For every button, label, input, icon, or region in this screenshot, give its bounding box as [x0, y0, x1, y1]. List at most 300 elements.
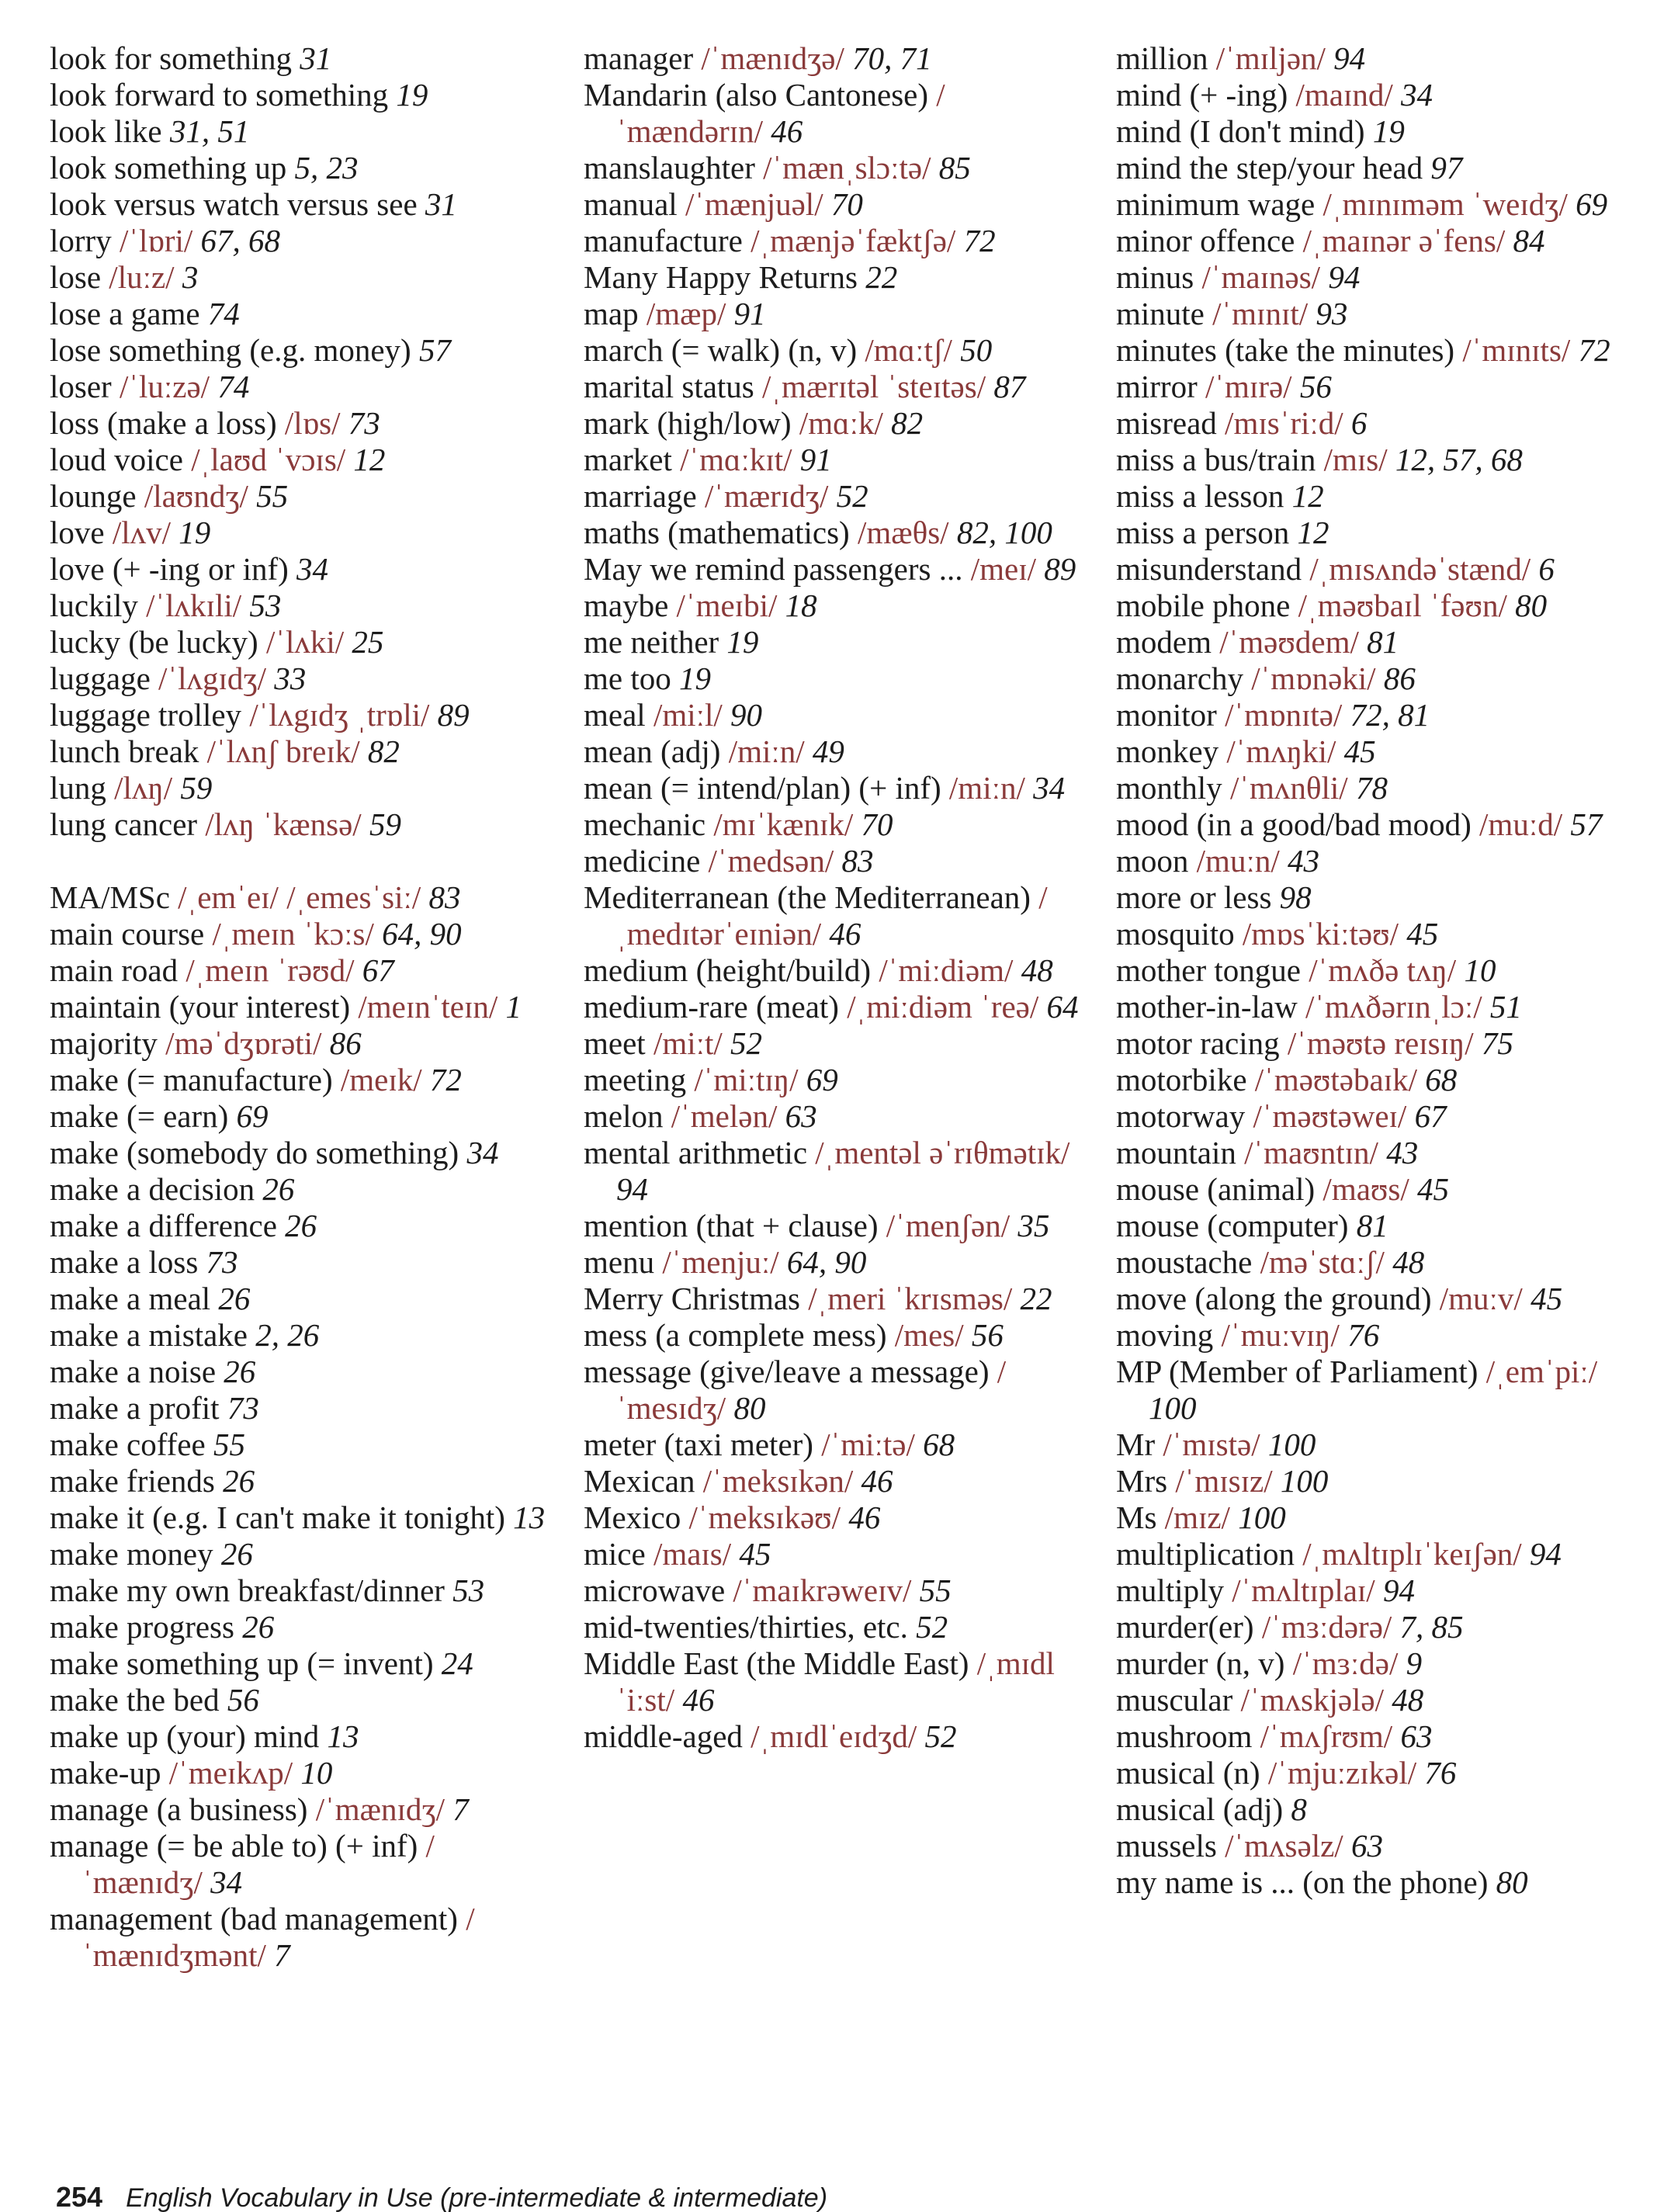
entry-page-refs: 48 — [1392, 1682, 1424, 1718]
entry-page-refs: 46 — [848, 1500, 881, 1535]
entry-term: murder (n, v) — [1116, 1645, 1285, 1681]
index-entry — [584, 1718, 1088, 1755]
entry-pronunciation: /ˈmenjuː/ — [662, 1244, 779, 1280]
index-entry — [50, 1317, 554, 1354]
entry-page-refs: 80 — [1496, 1864, 1528, 1900]
entry-page-refs: 78 — [1355, 770, 1388, 806]
entry-page-refs: 33 — [274, 660, 307, 696]
entry-term: menu — [584, 1244, 655, 1280]
entry-pronunciation: /miːl/ — [653, 697, 723, 733]
entry-term: meal — [584, 697, 646, 733]
entry-term: MA/MSc — [50, 879, 170, 915]
entry-page-refs: 3 — [182, 259, 199, 295]
entry-page-refs: 56 — [227, 1682, 259, 1718]
index-entry — [1116, 551, 1652, 588]
entry-page-refs: 59 — [180, 770, 213, 806]
index-entry — [584, 624, 1088, 660]
entry-term: moving — [1116, 1317, 1214, 1353]
index-entry — [50, 1609, 554, 1645]
entry-term: market — [584, 442, 672, 477]
entry-pronunciation: /ˌmɪdlˈeɪdʒd/ — [751, 1718, 917, 1754]
entry-page-refs: 84 — [1513, 223, 1545, 258]
entry-page-refs: 50 — [960, 332, 993, 368]
entry-page-refs: 7 — [452, 1791, 469, 1827]
entry-page-refs: 43 — [1287, 843, 1319, 879]
entry-page-refs: 7, 85 — [1399, 1609, 1464, 1645]
entry-term: medium (height/build) — [584, 952, 872, 988]
entry-page-refs: 64 — [1046, 989, 1079, 1025]
index-entry — [584, 952, 1088, 989]
entry-page-refs: 46 — [771, 113, 803, 149]
index-entry — [50, 40, 554, 77]
entry-pronunciation: /laʊndʒ/ — [144, 478, 248, 514]
index-column-3 — [1116, 40, 1652, 1901]
entry-term: monarchy — [1116, 660, 1243, 696]
entry-term: miss a person — [1116, 515, 1290, 550]
entry-page-refs: 9 — [1406, 1645, 1423, 1681]
entry-term: misunderstand — [1116, 551, 1302, 587]
entry-pronunciation: /ˌmʌltɪplɪˈkeɪʃən/ — [1302, 1536, 1522, 1572]
index-entry — [1116, 1609, 1652, 1645]
index-entry — [1116, 1098, 1652, 1135]
entry-page-refs: 72, 81 — [1350, 697, 1430, 733]
entry-term: lose — [50, 259, 102, 295]
index-entry — [584, 806, 1088, 843]
entry-page-refs: 64, 90 — [786, 1244, 867, 1280]
entry-page-refs: 91 — [799, 442, 832, 477]
entry-term: move (along the ground) — [1116, 1281, 1432, 1316]
index-entry — [1116, 1572, 1652, 1609]
entry-page-refs: 72 — [429, 1062, 462, 1097]
entry-term: me neither — [584, 624, 719, 660]
entry-term: minor offence — [1116, 223, 1295, 258]
entry-term: Mediterranean (the Mediterranean) — [584, 879, 1031, 915]
entry-term: mouse (computer) — [1116, 1208, 1349, 1243]
entry-page-refs: 45 — [739, 1536, 771, 1572]
entry-page-refs: 69 — [236, 1098, 269, 1134]
entry-pronunciation: /ˌmeɪn ˈrəʊd/ — [185, 952, 355, 988]
entry-pronunciation: /ˈmiːtɪŋ/ — [694, 1062, 799, 1097]
entry-page-refs: 34 — [210, 1864, 243, 1900]
index-entry — [1116, 1354, 1652, 1427]
entry-term: make up (your) mind — [50, 1718, 320, 1754]
entry-term: Merry Christmas — [584, 1281, 800, 1316]
entry-page-refs: 63 — [785, 1098, 817, 1134]
entry-term: majority — [50, 1025, 158, 1061]
entry-page-refs: 69 — [1576, 186, 1608, 222]
entry-pronunciation: /ˈmʌŋki/ — [1226, 733, 1336, 769]
entry-term: minute — [1116, 296, 1205, 331]
index-entry — [50, 916, 554, 952]
entry-page-refs: 26 — [223, 1463, 255, 1499]
index-entry — [584, 186, 1088, 223]
entry-page-refs: 68 — [923, 1427, 955, 1462]
index-entry — [50, 1427, 554, 1463]
index-entry — [50, 1572, 554, 1609]
entry-pronunciation: /ˌmɪnɪməm ˈweɪdʒ/ — [1323, 186, 1568, 222]
entry-term: my name is ... (on the phone) — [1116, 1864, 1489, 1900]
index-entry — [50, 442, 554, 478]
entry-page-refs: 26 — [218, 1281, 251, 1316]
index-entry — [50, 551, 554, 588]
entry-page-refs: 45 — [1417, 1171, 1450, 1207]
entry-page-refs: 94 — [616, 1171, 648, 1207]
index-entry — [50, 1645, 554, 1682]
index-entry — [50, 1281, 554, 1317]
entry-term: make a loss — [50, 1244, 199, 1280]
entry-term: Mexico — [584, 1500, 681, 1535]
entry-term: lung — [50, 770, 106, 806]
entry-page-refs: 94 — [1328, 259, 1361, 295]
entry-page-refs: 13 — [513, 1500, 546, 1535]
index-entry — [1116, 223, 1652, 259]
entry-page-refs: 64, 90 — [382, 916, 462, 952]
entry-pronunciation: /muːd/ — [1479, 806, 1563, 842]
entry-pronunciation: /ˈmʌðə tʌŋ/ — [1309, 952, 1457, 988]
index-entry — [50, 405, 554, 442]
index-entry — [1116, 369, 1652, 405]
index-entry — [50, 515, 554, 551]
entry-pronunciation: /meɪnˈteɪn/ — [358, 989, 498, 1025]
entry-term: mark (high/low) — [584, 405, 792, 441]
entry-page-refs: 45 — [1343, 733, 1376, 769]
page-number: 254 — [56, 2181, 103, 2212]
entry-page-refs: 93 — [1316, 296, 1348, 331]
index-entry — [584, 1609, 1088, 1645]
entry-page-refs: 70, 71 — [852, 40, 932, 76]
entry-term: make coffee — [50, 1427, 206, 1462]
entry-page-refs: 12 — [1297, 515, 1329, 550]
entry-page-refs: 76 — [1424, 1755, 1457, 1791]
entry-page-refs: 67 — [362, 952, 394, 988]
index-entry — [1116, 332, 1652, 369]
index-entry — [1116, 1171, 1652, 1208]
index-entry — [584, 588, 1088, 624]
index-entry — [584, 1025, 1088, 1062]
entry-page-refs: 94 — [1333, 40, 1366, 76]
entry-page-refs: 45 — [1406, 916, 1439, 952]
index-entry — [584, 1244, 1088, 1281]
index-entry — [1116, 1864, 1652, 1901]
index-entry — [1116, 1135, 1652, 1171]
entry-term: manual — [584, 186, 678, 222]
entry-term: Mrs — [1116, 1463, 1168, 1499]
entry-pronunciation: /ˈmɜːdərə/ — [1261, 1609, 1392, 1645]
index-entry — [1116, 660, 1652, 697]
entry-term: lucky (be lucky) — [50, 624, 258, 660]
index-entry — [50, 332, 554, 369]
index-entry — [584, 332, 1088, 369]
entry-page-refs: 51 — [1489, 989, 1522, 1025]
entry-page-refs: 53 — [452, 1572, 485, 1608]
index-entry — [50, 1354, 554, 1390]
entry-term: lose a game — [50, 296, 200, 331]
entry-term: minutes (take the minutes) — [1116, 332, 1455, 368]
entry-pronunciation: /ˌmiːdiəm ˈreə/ — [847, 989, 1039, 1025]
entry-term: make a decision — [50, 1171, 255, 1207]
entry-term: motorway — [1116, 1098, 1246, 1134]
index-entry — [584, 296, 1088, 332]
entry-page-refs: 74 — [207, 296, 240, 331]
entry-pronunciation: /ˈlʌkɪli/ — [146, 588, 242, 623]
entry-page-refs: 70 — [861, 806, 893, 842]
entry-page-refs: 55 — [213, 1427, 245, 1462]
entry-pronunciation: /ˈmænɪdʒ/ — [315, 1791, 445, 1827]
index-entry — [50, 1098, 554, 1135]
index-entry — [50, 296, 554, 332]
entry-page-refs: 19 — [396, 77, 428, 113]
entry-term: make a profit — [50, 1390, 220, 1426]
index-entry — [584, 259, 1088, 296]
index-entry — [50, 1828, 554, 1901]
entry-page-refs: 26 — [285, 1208, 317, 1243]
index-entry — [584, 1281, 1088, 1317]
entry-term: mood (in a good/bad mood) — [1116, 806, 1472, 842]
entry-pronunciation: /ˌmentəl əˈrɪθmətɪk/ — [815, 1135, 1070, 1170]
entry-term: multiply — [1116, 1572, 1224, 1608]
index-entry — [584, 1500, 1088, 1536]
entry-pronunciation: /ˈmɪnɪts/ — [1462, 332, 1571, 368]
entry-page-refs: 46 — [829, 916, 861, 952]
index-column-1 — [50, 40, 554, 1974]
index-entry — [50, 1062, 554, 1098]
index-entry — [584, 1427, 1088, 1463]
entry-page-refs: 52 — [730, 1025, 763, 1061]
entry-term: motorbike — [1116, 1062, 1247, 1097]
index-entry — [50, 733, 554, 770]
index-entry — [584, 1354, 1088, 1427]
entry-page-refs: 98 — [1279, 879, 1312, 915]
index-entry — [584, 1208, 1088, 1244]
entry-page-refs: 80 — [1515, 588, 1548, 623]
entry-term: mouse (animal) — [1116, 1171, 1316, 1207]
entry-page-refs: 100 — [1149, 1390, 1197, 1426]
entry-page-refs: 100 — [1267, 1427, 1316, 1462]
entry-page-refs: 31 — [300, 40, 332, 76]
entry-pronunciation: /ˈmændərɪn/ — [616, 77, 945, 149]
entry-pronunciation: /ˈmænɪdʒmənt/ — [82, 1901, 475, 1973]
entry-page-refs: 48 — [1021, 952, 1053, 988]
entry-pronunciation: /mes/ — [894, 1317, 964, 1353]
entry-term: Mexican — [584, 1463, 695, 1499]
entry-page-refs: 49 — [812, 733, 844, 769]
entry-term: luggage trolley — [50, 697, 242, 733]
entry-pronunciation: /maɪs/ — [653, 1536, 732, 1572]
index-entry — [50, 1791, 554, 1828]
entry-pronunciation: /ˈmaʊntɪn/ — [1244, 1135, 1378, 1170]
entry-page-refs: 46 — [861, 1463, 893, 1499]
entry-term: make my own breakfast/dinner — [50, 1572, 445, 1608]
entry-term: make (somebody do something) — [50, 1135, 459, 1170]
index-entry — [1116, 588, 1652, 624]
index-entry — [1116, 1536, 1652, 1572]
entry-term: May we remind passengers ... — [584, 551, 963, 587]
entry-term: mechanic — [584, 806, 706, 842]
index-entry — [584, 843, 1088, 879]
entry-pronunciation: /mæp/ — [646, 296, 726, 331]
entry-page-refs: 2, 26 — [255, 1317, 320, 1353]
entry-term: love (+ -ing or inf) — [50, 551, 289, 587]
index-entry — [50, 259, 554, 296]
index-entry — [1116, 186, 1652, 223]
index-entry — [1116, 624, 1652, 660]
index-entry — [50, 806, 554, 843]
entry-term: mountain — [1116, 1135, 1236, 1170]
entry-page-refs: 63 — [1350, 1828, 1383, 1864]
entry-page-refs: 35 — [1017, 1208, 1050, 1243]
entry-page-refs: 80 — [733, 1390, 766, 1426]
entry-term: mobile phone — [1116, 588, 1291, 623]
entry-term: love — [50, 515, 105, 550]
index-entry — [584, 150, 1088, 186]
entry-pronunciation: /ˈmeksɪkəʊ/ — [688, 1500, 841, 1535]
entry-term: meet — [584, 1025, 646, 1061]
entry-term: make a meal — [50, 1281, 211, 1316]
entry-pronunciation: /lʌŋ ˈkænsə/ — [205, 806, 362, 842]
entry-term: miss a bus/train — [1116, 442, 1316, 477]
index-entry — [1116, 150, 1652, 186]
entry-page-refs: 22 — [865, 259, 898, 295]
entry-term: maybe — [584, 588, 669, 623]
entry-term: manage (a business) — [50, 1791, 308, 1827]
entry-page-refs: 73 — [206, 1244, 238, 1280]
entry-page-refs: 70 — [830, 186, 863, 222]
entry-page-refs: 67 — [1414, 1098, 1447, 1134]
entry-page-refs: 34 — [1033, 770, 1066, 806]
entry-page-refs: 100 — [1238, 1500, 1286, 1535]
index-entry — [584, 515, 1088, 551]
entry-pronunciation: /ˈmænɪdʒə/ — [701, 40, 844, 76]
entry-term: middle-aged — [584, 1718, 743, 1754]
entry-term: mosquito — [1116, 916, 1235, 952]
entry-page-refs: 26 — [224, 1354, 256, 1389]
entry-term: loser — [50, 369, 112, 404]
entry-pronunciation: /məˈstɑːʃ/ — [1260, 1244, 1385, 1280]
entry-term: mirror — [1116, 369, 1198, 404]
index-entry — [1116, 478, 1652, 515]
index-entry — [1116, 1427, 1652, 1463]
entry-page-refs: 6 — [1538, 551, 1555, 587]
entry-page-refs: 6 — [1350, 405, 1368, 441]
entry-pronunciation: /ˈmeksɪkən/ — [702, 1463, 854, 1499]
index-entry — [50, 952, 554, 989]
index-entry — [1116, 879, 1652, 916]
entry-term: murder(er) — [1116, 1609, 1254, 1645]
index-entry — [584, 1536, 1088, 1572]
entry-term: marital status — [584, 369, 754, 404]
entry-term: make a difference — [50, 1208, 277, 1243]
index-entry — [1116, 1062, 1652, 1098]
entry-page-refs: 12, 57, 68 — [1395, 442, 1523, 477]
index-entry — [50, 1208, 554, 1244]
entry-page-refs: 10 — [300, 1755, 333, 1791]
entry-pronunciation: /meɪ/ — [970, 551, 1036, 587]
entry-page-refs: 89 — [437, 697, 470, 733]
entry-pronunciation: /ˈmɒnɪtə/ — [1225, 697, 1343, 733]
index-entry — [1116, 405, 1652, 442]
entry-pronunciation: /ˈməʊtəweɪ/ — [1253, 1098, 1407, 1134]
entry-pronunciation: /ˈmɪsɪz/ — [1175, 1463, 1273, 1499]
index-column-2 — [584, 40, 1088, 1755]
index-entry — [1116, 697, 1652, 733]
entry-term: mind the step/your head — [1116, 150, 1423, 185]
index-entry — [584, 697, 1088, 733]
entry-pronunciation: /ˌmærɪtəl ˈsteɪtəs/ — [762, 369, 986, 404]
entry-page-refs: 26 — [220, 1536, 253, 1572]
entry-pronunciation: /ˈlʌgɪdʒ/ — [158, 660, 266, 696]
entry-pronunciation: /ˈmedsən/ — [708, 843, 834, 879]
entry-pronunciation: /ˈməʊtəbaɪk/ — [1254, 1062, 1417, 1097]
entry-term: musical (adj) — [1116, 1791, 1284, 1827]
index-entry — [50, 697, 554, 733]
entry-term: mussels — [1116, 1828, 1217, 1864]
entry-page-refs: 19 — [678, 660, 711, 696]
index-entry — [584, 405, 1088, 442]
index-entry — [584, 1572, 1088, 1609]
entry-term: look for something — [50, 40, 293, 76]
index-entry — [1116, 1463, 1652, 1500]
entry-term: mother tongue — [1116, 952, 1301, 988]
entry-term: monitor — [1116, 697, 1217, 733]
entry-term: meter (taxi meter) — [584, 1427, 813, 1462]
entry-pronunciation: /mɑːtʃ/ — [865, 332, 952, 368]
index-entry — [584, 223, 1088, 259]
entry-term: moustache — [1116, 1244, 1253, 1280]
entry-pronunciation: /miːt/ — [653, 1025, 723, 1061]
entry-pronunciation: /ˈmiːdiəm/ — [879, 952, 1014, 988]
entry-term: mind (I don't mind) — [1116, 113, 1365, 149]
index-entry — [50, 1901, 554, 1974]
entry-pronunciation: /ˈmɪrə/ — [1205, 369, 1292, 404]
entry-page-refs: 87 — [993, 369, 1026, 404]
entry-term: maintain (your interest) — [50, 989, 351, 1025]
entry-page-refs: 69 — [806, 1062, 838, 1097]
entry-term: modem — [1116, 624, 1212, 660]
entry-pronunciation: /ˈmelən/ — [671, 1098, 778, 1134]
entry-term: loss (make a loss) — [50, 405, 277, 441]
index-entry — [584, 660, 1088, 697]
entry-page-refs: 34 — [466, 1135, 499, 1170]
entry-term: minimum wage — [1116, 186, 1316, 222]
entry-pronunciation: /luːz/ — [109, 259, 175, 295]
entry-term: medium-rare (meat) — [584, 989, 839, 1025]
entry-pronunciation: /ˈmærɪdʒ/ — [704, 478, 829, 514]
entry-pronunciation: /ˈmɒnəki/ — [1251, 660, 1376, 696]
entry-page-refs: 19 — [179, 515, 211, 550]
entry-page-refs: 22 — [1020, 1281, 1052, 1316]
entry-pronunciation: /ˈmɜːdə/ — [1292, 1645, 1399, 1681]
entry-page-refs: 19 — [1372, 113, 1405, 149]
entry-page-refs: 73 — [227, 1390, 259, 1426]
entry-term: make a mistake — [50, 1317, 248, 1353]
index-entry — [50, 369, 554, 405]
entry-page-refs: 57 — [418, 332, 451, 368]
entry-page-refs: 24 — [441, 1645, 473, 1681]
entry-term: make it (e.g. I can't make it tonight) — [50, 1500, 505, 1535]
entry-page-refs: 19 — [726, 624, 759, 660]
entry-page-refs: 72 — [963, 223, 996, 258]
entry-term: Mandarin (also Cantonese) — [584, 77, 929, 113]
entry-term: microwave — [584, 1572, 726, 1608]
index-entry — [1116, 113, 1652, 150]
entry-term: manager — [584, 40, 694, 76]
entry-page-refs: 53 — [249, 588, 282, 623]
entry-term: make (= earn) — [50, 1098, 229, 1134]
entry-term: manufacture — [584, 223, 743, 258]
entry-page-refs: 83 — [428, 879, 461, 915]
index-entry — [50, 1463, 554, 1500]
entry-page-refs: 82, 100 — [956, 515, 1052, 550]
